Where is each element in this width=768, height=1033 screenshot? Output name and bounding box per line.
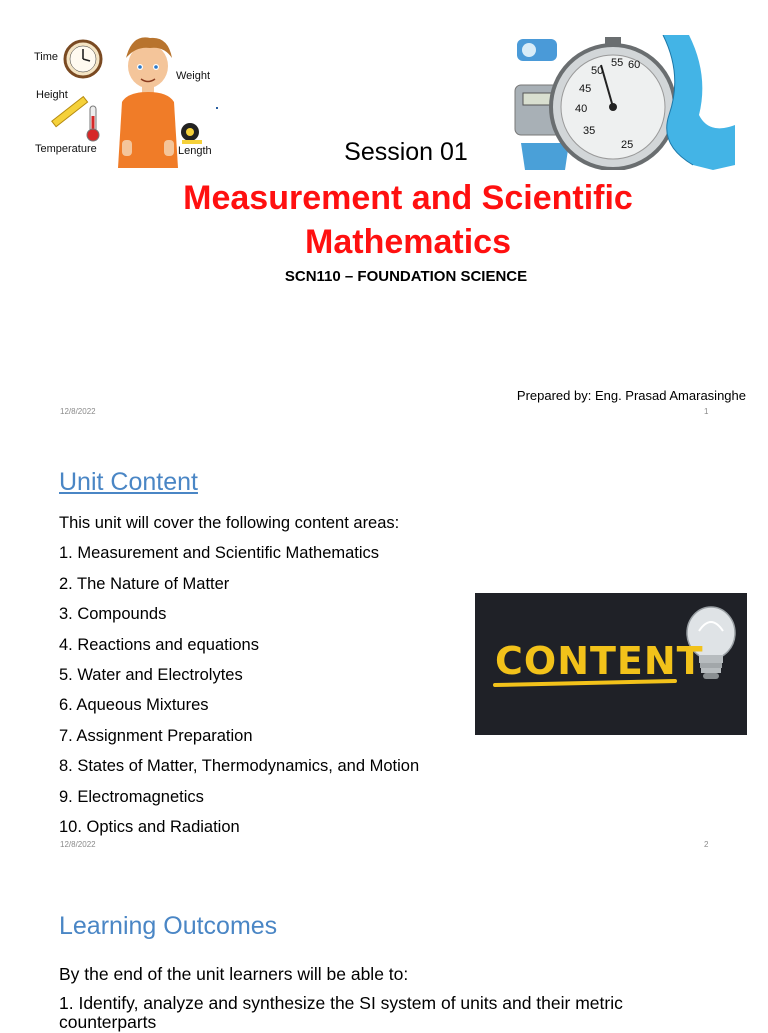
content-lightbulb-image bbox=[475, 593, 747, 735]
dial-number-50: 50 bbox=[591, 65, 604, 77]
dial-number-40: 40 bbox=[575, 103, 588, 115]
content-item-9: 9. Electromagnetics bbox=[59, 788, 204, 806]
dial-number-60: 60 bbox=[628, 59, 641, 71]
prepared-by: Prepared by: Eng. Prasad Amarasinghe bbox=[516, 388, 746, 403]
learning-outcomes-heading: Learning Outcomes bbox=[59, 912, 278, 940]
dial-number-55: 55 bbox=[611, 57, 624, 69]
slide-title bbox=[120, 176, 696, 264]
content-item-5: 5. Water and Electrolytes bbox=[59, 666, 243, 684]
dial-number-35: 35 bbox=[583, 125, 596, 137]
dial-number-45: 45 bbox=[579, 83, 592, 95]
slide-3 bbox=[0, 864, 768, 1032]
session-label: Session 01 bbox=[344, 138, 468, 166]
slide-1-date: 12/8/2022 bbox=[60, 407, 96, 416]
label-length: Length bbox=[178, 145, 212, 157]
slide-2-date: 12/8/2022 bbox=[60, 840, 96, 849]
learning-outcomes-intro: By the end of the unit learners will be able to: bbox=[59, 964, 409, 984]
content-item-8: 8. States of Matter, Thermodynamics, and Motion bbox=[59, 757, 420, 775]
label-time: Time bbox=[34, 51, 59, 63]
outcome-item-1-line-1: 1. Identify, analyze and synthesize the SI system of units and their metric bbox=[59, 993, 623, 1013]
course-subtitle: SCN110 – FOUNDATION SCIENCE bbox=[284, 268, 528, 285]
content-item-6: 6. Aqueous Mixtures bbox=[59, 696, 209, 714]
slide-1 bbox=[0, 0, 768, 432]
slide-title-line-2: Mathematics bbox=[305, 223, 511, 261]
label-weight: Weight bbox=[176, 70, 211, 82]
slide-title-line-1: Measurement and Scientific bbox=[183, 179, 633, 217]
slide-2-page-number: 2 bbox=[704, 840, 709, 849]
content-word: CONTENT bbox=[495, 639, 704, 683]
label-height: Height bbox=[36, 89, 68, 101]
content-item-3: 3. Compounds bbox=[59, 605, 167, 623]
content-item-10: 10. Optics and Radiation bbox=[59, 818, 240, 836]
dial-number-25: 25 bbox=[621, 139, 634, 151]
content-item-1: 1. Measurement and Scientific Mathematics bbox=[59, 544, 380, 562]
unit-content-intro: This unit will cover the following content areas: bbox=[59, 514, 400, 532]
slide-1-page-number: 1 bbox=[704, 407, 709, 416]
unit-content-heading: Unit Content bbox=[59, 468, 198, 496]
content-item-2: 2. The Nature of Matter bbox=[59, 575, 230, 593]
content-item-7: 7. Assignment Preparation bbox=[59, 727, 253, 745]
content-item-4: 4. Reactions and equations bbox=[59, 636, 259, 654]
outcome-item-1-line-2: counterparts bbox=[59, 1012, 157, 1032]
label-temperature: Temperature bbox=[35, 143, 97, 155]
